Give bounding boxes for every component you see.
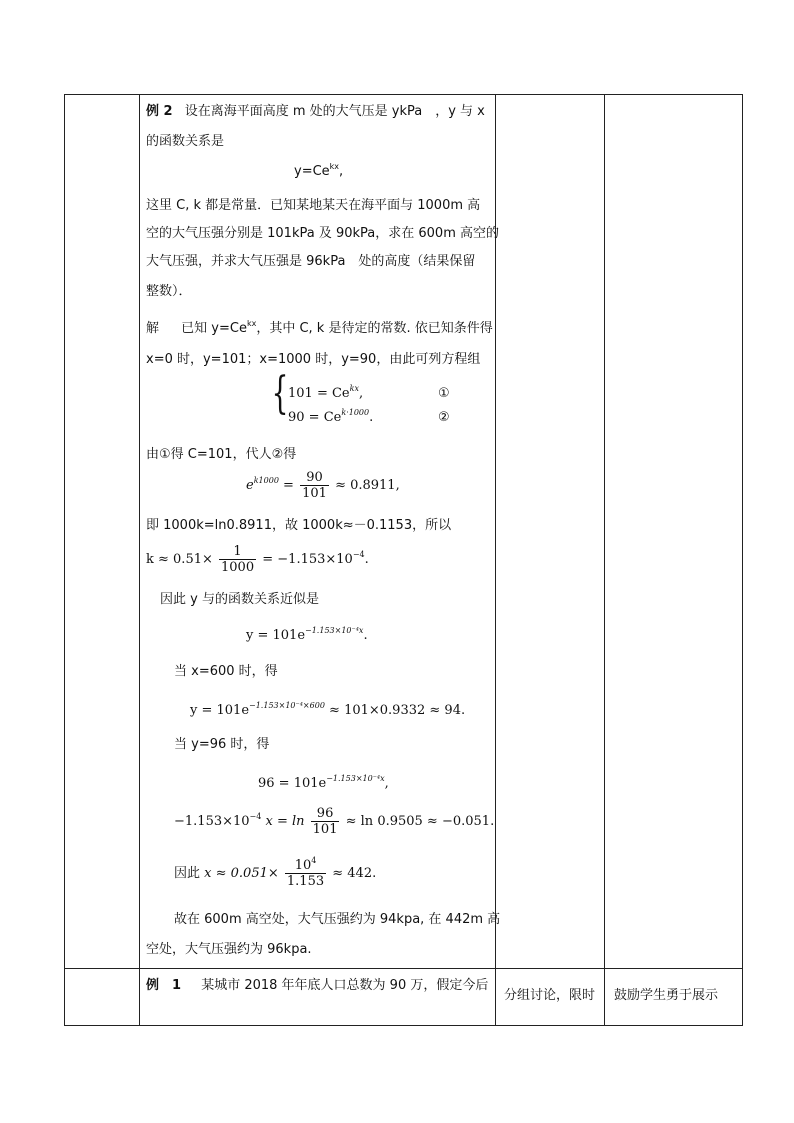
example2-desc-line3: 大气压强，并求大气压强是 96kPa 处的高度（结果保留 [146,254,476,269]
activity-cell: 分组讨论，限时 [504,988,596,1003]
example2-desc-line1: 这里 C, k 都是常量．已知某地某天在海平面与 1000m 高 [146,198,481,213]
example2-desc-line2: 空的大气压强分别是 101kPa 及 90kPa，求在 600m 高空的 [146,226,499,241]
step-x600: 当 x=600 时，得 [174,664,278,679]
solution-line2: x=0 时，y=101；x=1000 时，y=90，由此可列方程组 [146,352,481,367]
step-y96: 当 y=96 时，得 [174,737,270,752]
example1-text: 例 1 某城市 2018 年年底人口总数为 90 万，假定今后 [146,978,489,993]
equation-2: $90 = Ce^{k\cdot 1000}$. [288,408,374,425]
step-therefore: 因此 [174,866,201,881]
table-border-right [742,94,743,1026]
design-intent-cell: 鼓励学生勇于展示 [614,988,719,1003]
example2-desc-line4: 整数）． [146,284,192,299]
equation-7: $96 = 101e^{-1.153\times 10^{-4}x}$, [258,774,389,791]
step-log: 即 1000k=ln0.8911，故 1000k≈－0.1153，所以 [146,518,452,533]
equation-9: 因此 x ≈ 0.051× $\frac{10^4}{1.153}$ ≈ 442. [174,856,377,889]
system-brace: { [271,368,289,419]
step-function: 因此 y 与的函数关系近似是 [160,592,319,607]
table-border-left [64,94,65,1026]
example2-intro-line1: 例 2 设在离海平面高度 m 处的大气压是 ykPa ，y 与 x [146,104,485,119]
equation-5: $y = 101e^{-1.153\times 10^{-4}x}$. [246,626,368,643]
solution-line1: 解 已知 $y=Ce^{kx}$，其中 C, k 是待定的常数. 依已知条件得 [146,319,493,336]
equation-1: $101 = Ce^{kx}$, [288,384,364,401]
equation-3: $e^{k1000}$ = $\frac{90}{101}$ ≈ 0.8911, [246,470,400,501]
conclusion-line1: 故在 600m 高空处，大气压强约为 94kpa, 在 442m 高 [174,912,501,927]
row-divider [64,968,743,969]
column-divider-3 [604,94,605,1026]
column-divider-1 [139,94,140,1026]
example1-label: 例 1 [146,978,182,993]
equation-4: k ≈ 0.51× $\frac{1}{1000}$ = $-1.153\times 10^{-4}$. [146,544,369,575]
step-substitute: 由①得 C=101，代人②得 [146,447,297,462]
example2-cell [146,94,501,968]
solution-label: 解 [146,321,160,336]
equation-8: $-1.153\times 10^{-4}$ x = ln $\frac{96}{101}$ ≈ ln 0.9505 ≈ −0.051. [174,806,495,837]
conclusion-line2: 空处，大气压强约为 96kpa. [146,942,312,957]
equation-6: $y = 101e^{-1.153\times 10^{-4}\times 600} \approx 101\times 0.9332 \approx 94$. [190,701,466,718]
example2-function: $y=Ce^{kx}$, [294,162,344,179]
lesson-table [64,94,743,1026]
example2-intro-line2: 的函数关系是 [146,134,225,149]
equation-1-mark: ① [438,386,450,401]
equation-2-mark: ② [438,410,450,425]
example2-label: 例 2 [146,104,173,119]
table-border-bottom [64,1025,743,1026]
